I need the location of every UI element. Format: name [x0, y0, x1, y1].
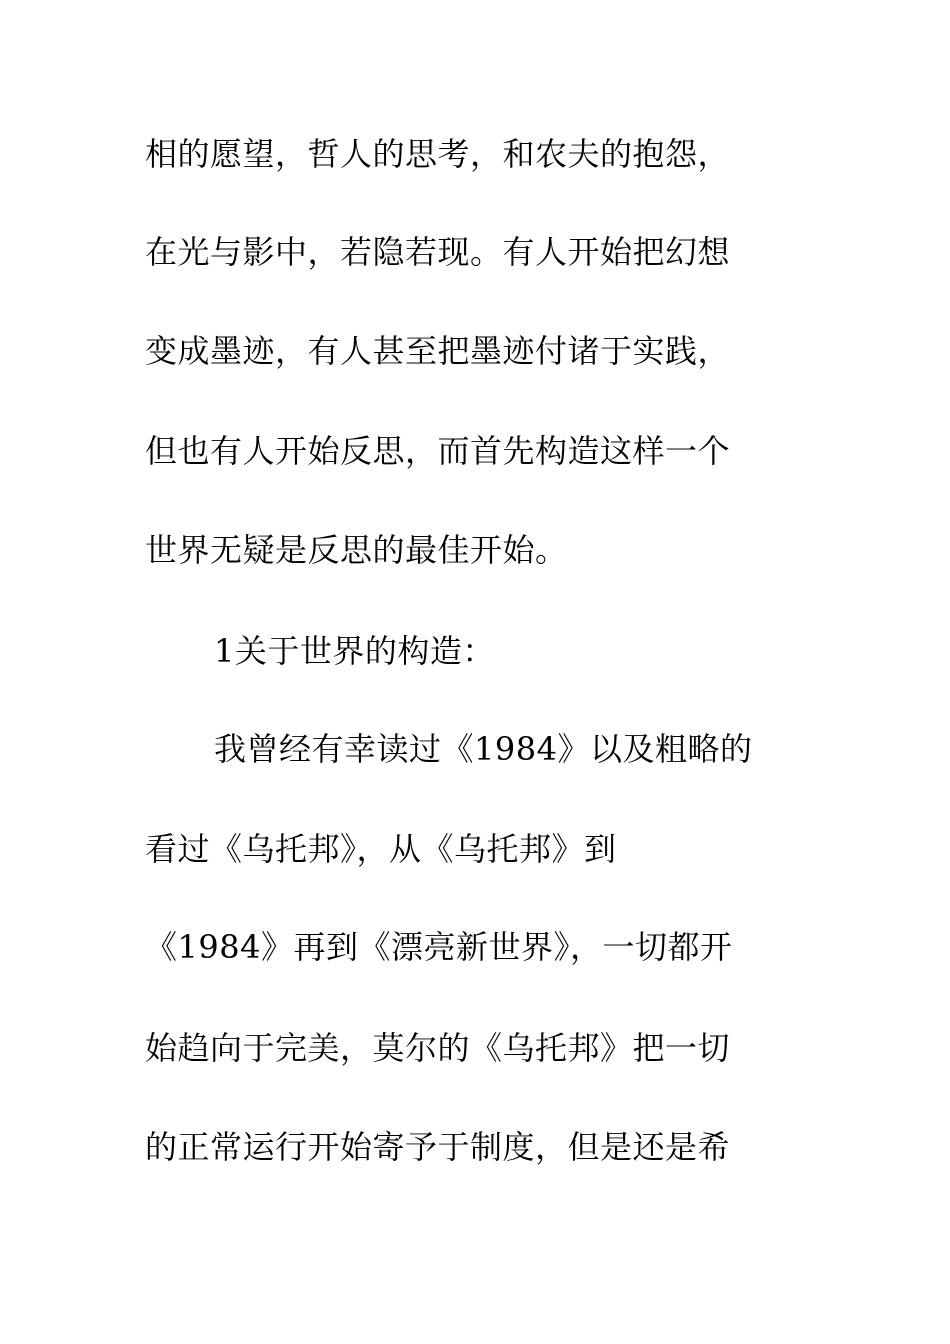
text-line: 在光与影中，若隐若现。有人开始把幻想	[145, 233, 731, 271]
text-line: 看过《乌托邦》，从《乌托邦》到	[145, 830, 617, 868]
text-line: 变成墨迹，有人甚至把墨迹付诸于实践，	[145, 332, 731, 370]
text-line: 的正常运行开始寄予于制度，但是还是希	[145, 1128, 731, 1166]
text-line: 世界无疑是反思的最佳开始。	[145, 531, 568, 569]
section-heading: 1关于世界的构造：	[214, 632, 495, 670]
text-line: 相的愿望，哲人的思考，和农夫的抱怨，	[145, 135, 731, 173]
text-line: 《1984》再到《漂亮新世界》，一切都开	[145, 928, 733, 966]
text-line: 但也有人开始反思，而首先构造这样一个	[145, 432, 731, 470]
paragraph-first-line: 我曾经有幸读过《1984》以及粗略的	[214, 730, 753, 768]
text-line: 始趋向于完美，莫尔的《乌托邦》把一切	[145, 1029, 731, 1067]
